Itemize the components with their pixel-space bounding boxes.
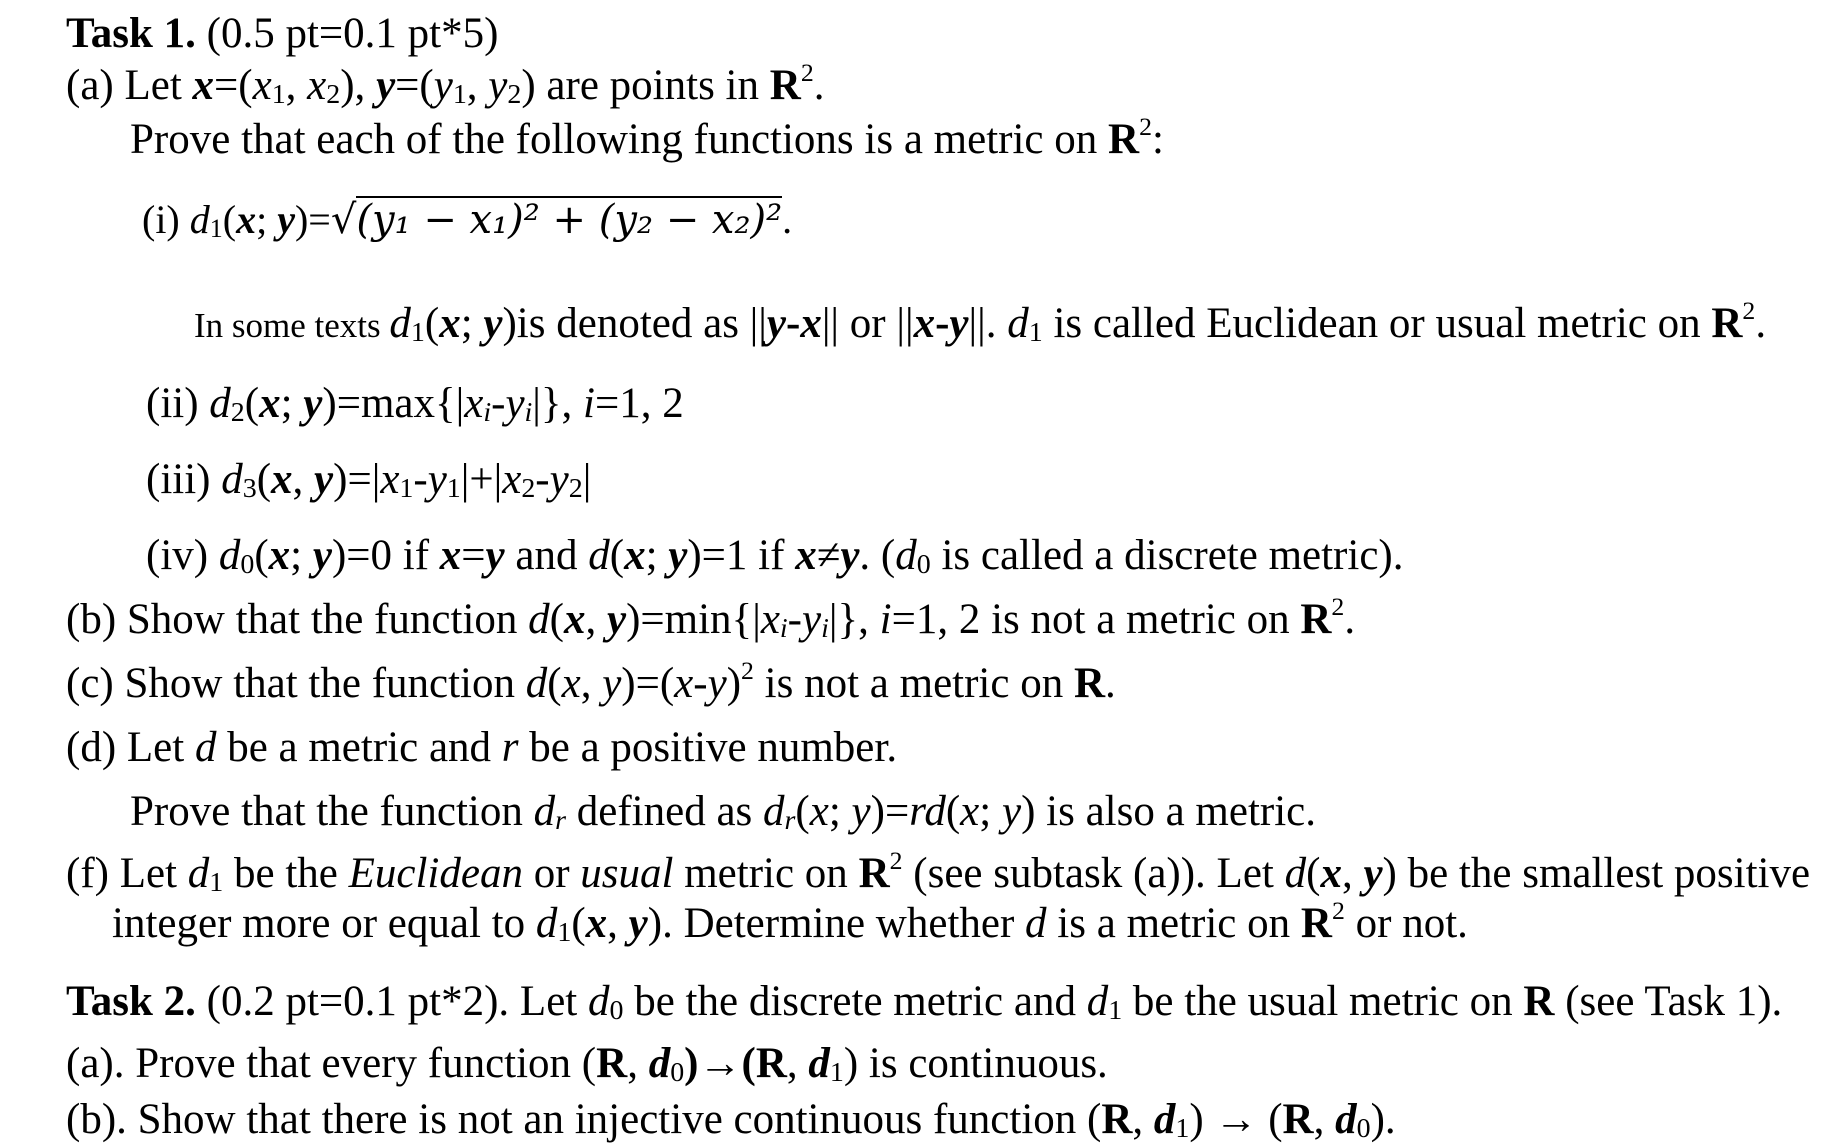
task1-i-line: (i) $d_1(x$; y)=√(y₁ − x₁)² + (y₂ − x₂)². — [142, 197, 793, 243]
task1-ii-line: (ii) $d_2(x$; $y)=\max\{|x_i-y_i|\}$, i=1, 2 — [146, 380, 684, 429]
task1-heading — [66, 12, 498, 55]
task1-f-line2: integer more or equal to $d_1(x$, y). Determine whether d is a metric on $R^2$ or not. — [112, 895, 1468, 949]
task1-c-line: (c) Show that the function d(x, $y)=(x-y)^2$ is not a metric on R. — [66, 655, 1116, 707]
task2-a-line: (a). Prove that every function (R, $d_0)\to(R$, $d_1$) is continuous. — [66, 1040, 1108, 1089]
task1-d-prove-line: Prove that the function $d_r$ defined as $d_r(x$; y)=rd(x; y) is also a metric. — [130, 788, 1316, 837]
task2-b-line: (b). Show that there is not an injective continuous function (R, $d_1) \to (R$, $d_0$). — [66, 1096, 1396, 1144]
task1-iv-line: (iv) $d_0(x$; y)=0 if x=y and d(x; y)=1 if x≠y. ($d_0$ is called a discrete metric). — [146, 532, 1404, 581]
task2-title: Task 2. — [66, 978, 196, 1025]
task2-heading: Task 2. (0.2 pt=0.1 pt*2). Let $d_0$ be the discrete metric and $d_1$ be the usual metric on R (see Task 1). — [66, 978, 1783, 1027]
task1-d-line: (d) Let d be a metric and r be a positive number. — [66, 724, 898, 771]
task1-points: (0.5 pt=0.1 pt*5) — [206, 10, 499, 57]
task1-title: Task 1. — [66, 10, 196, 57]
sqrt-sign: √ — [330, 197, 357, 243]
task1-a-line: (a) Let $x=(x_1$, $x_2$), $y=(y_1$, $y_2$) are points in $R^2$. — [66, 57, 825, 111]
task1-a-prove-line: Prove that each of the following functions is a metric on $R^2$: — [130, 111, 1164, 163]
task1-b-line: (b) Show that the function d(x, $y)=\min\{|x_i-y_i|\}$, i=1, 2 is not a metric on $R^2$. — [66, 591, 1356, 645]
task1-f-line: (f) Let $d_1$ be the Euclidean or usual metric on $R^2$ (see subtask (a)). Let d(x, y) be the smallest positive — [66, 845, 1811, 899]
task1-i-note: In some texts $d_1(x$; y)is denoted as ||y-x|| or ||x-y||. $d_1$ is called Euclidean or usual metric on $R^2$. — [194, 295, 1767, 349]
sqrt-radicand: (y₁ − x₁)² + (y₂ − x₂)² — [356, 197, 783, 243]
sqrt-expression — [330, 196, 783, 243]
task1-iii-line: (iii) $d_3(x$, $y)=|x_1-y_1|+|x_2-y_2|$ — [146, 456, 592, 505]
